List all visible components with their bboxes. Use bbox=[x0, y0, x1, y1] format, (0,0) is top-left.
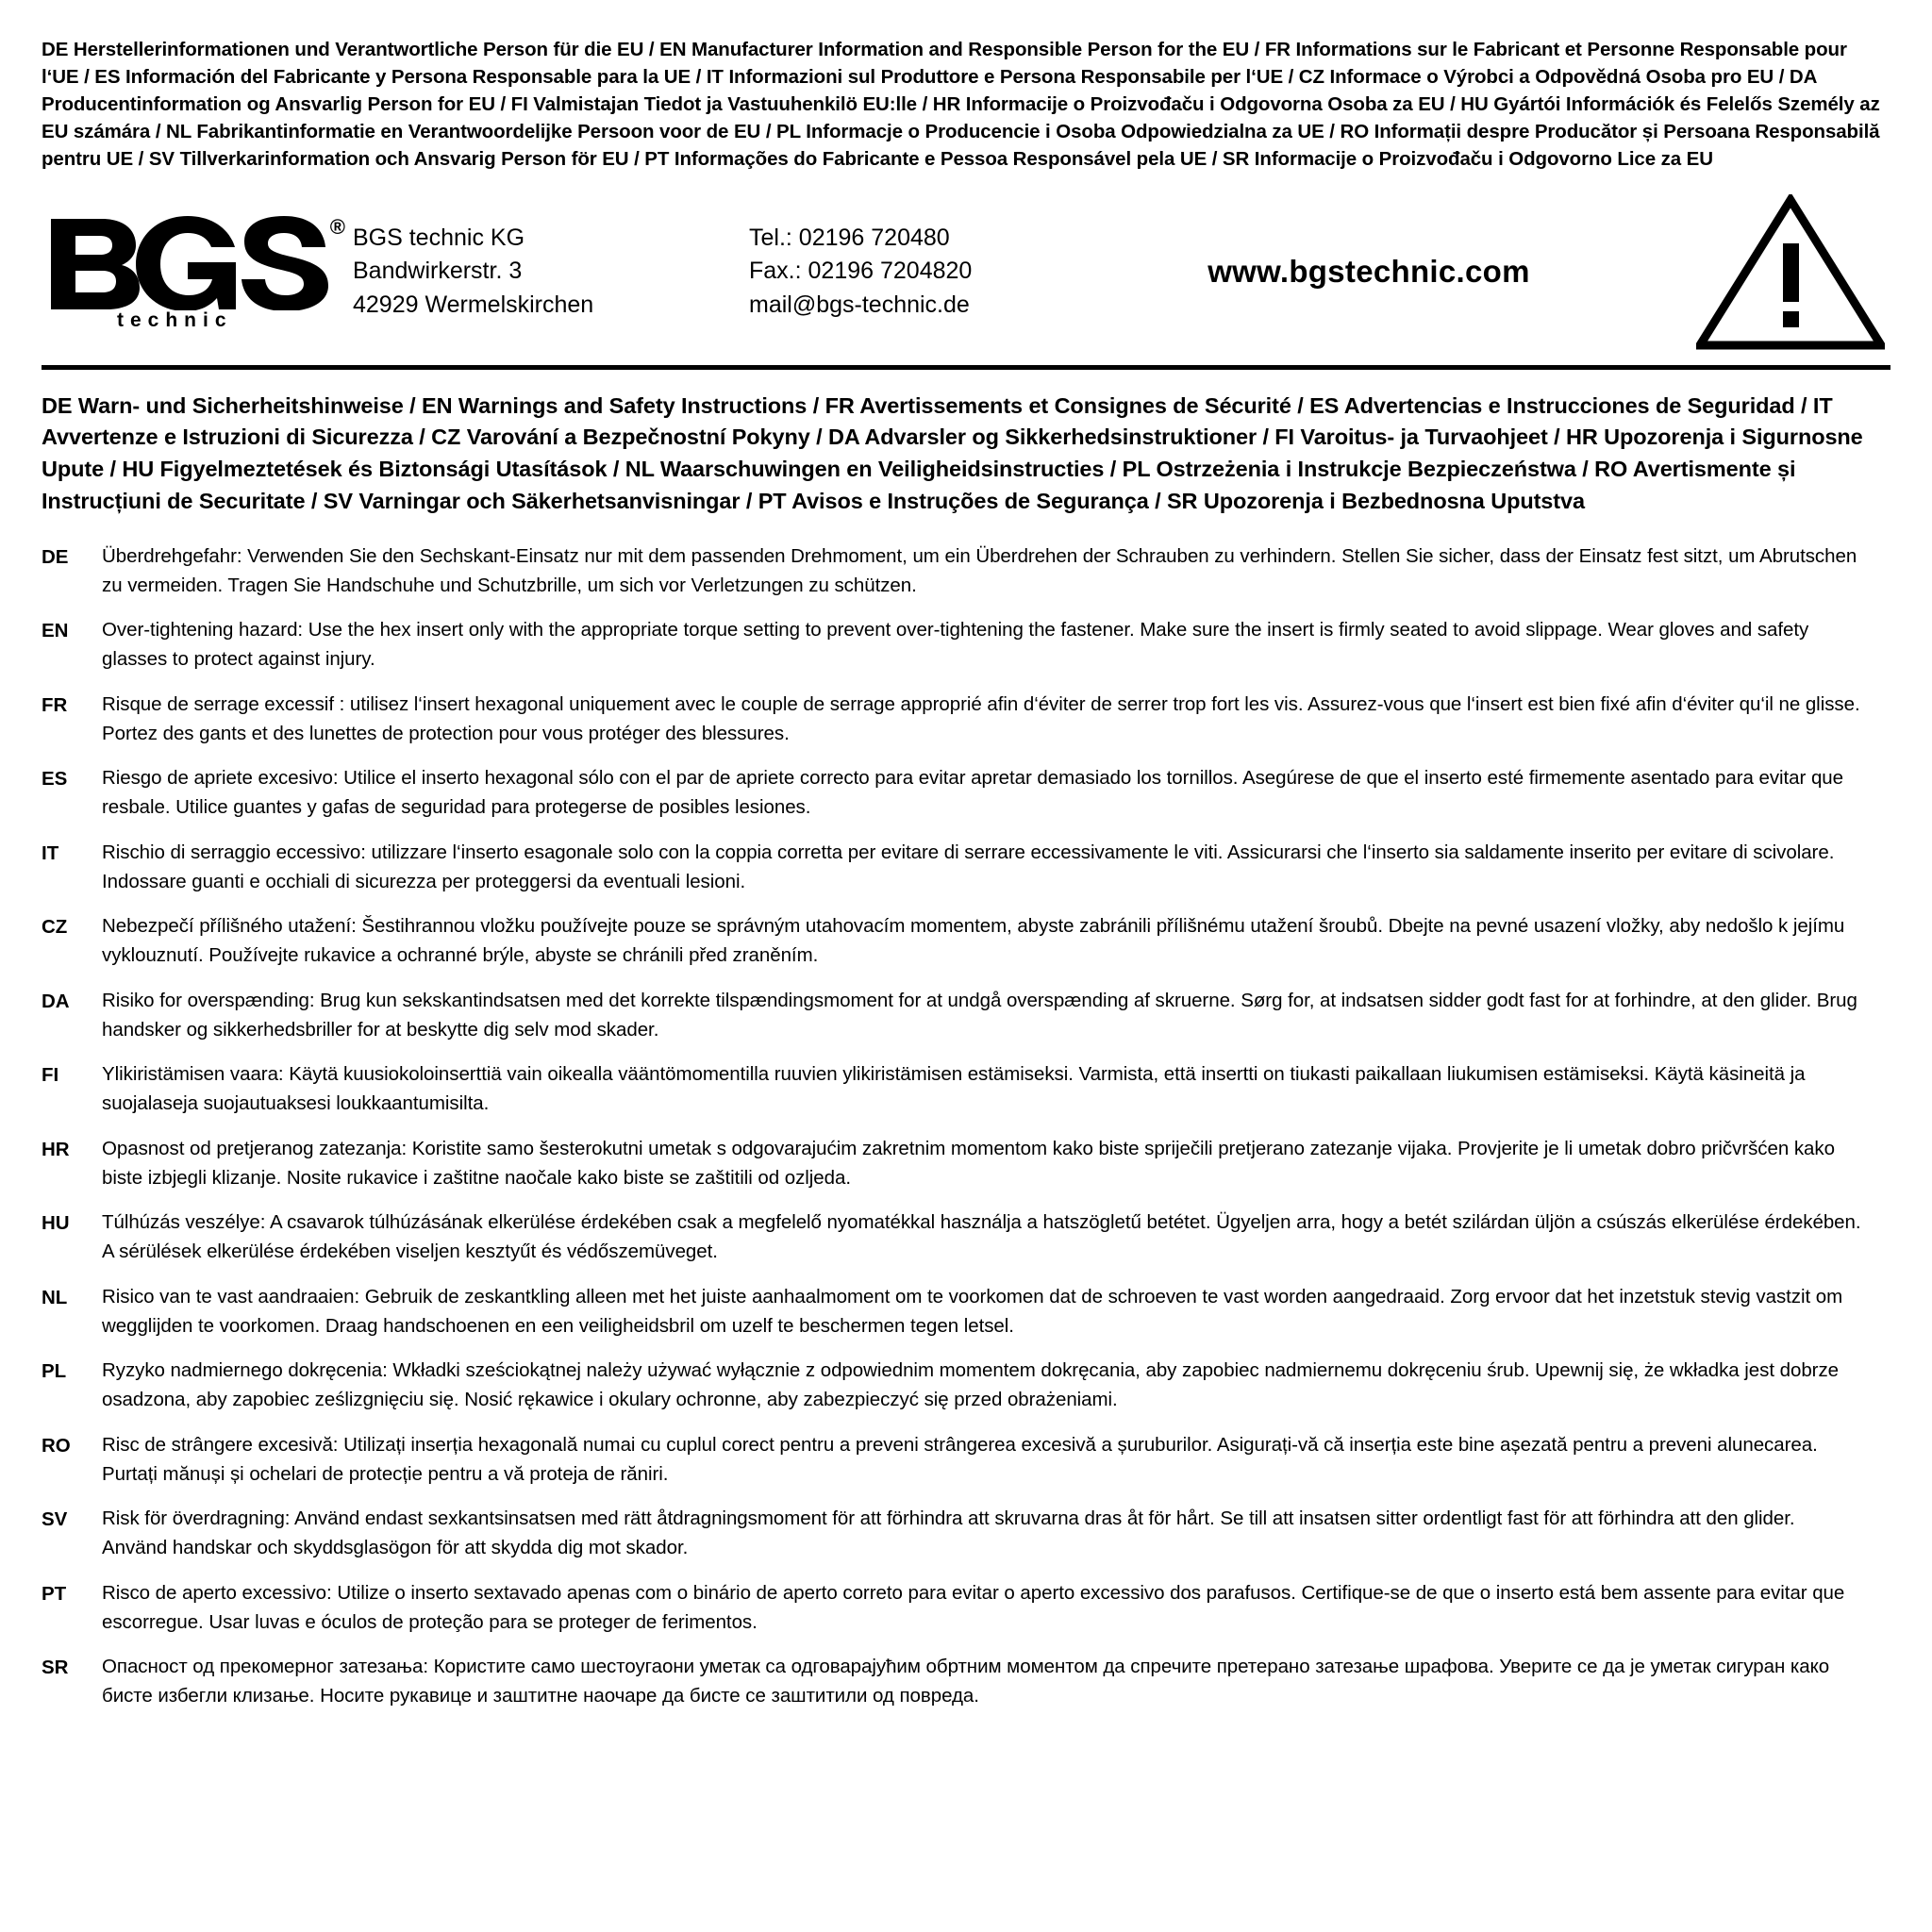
warning-triangle-icon bbox=[1687, 194, 1890, 350]
language-code: CZ bbox=[42, 916, 68, 939]
instruction-row-pt bbox=[42, 1579, 1890, 1638]
instruction-row-fi bbox=[42, 1060, 1890, 1119]
registered-trademark-icon: ® bbox=[329, 215, 345, 240]
language-code: EN bbox=[42, 620, 69, 642]
company-fax: Fax.: 02196 7204820 bbox=[749, 258, 973, 285]
instruction-row-it bbox=[42, 839, 1890, 897]
language-code: HR bbox=[42, 1138, 70, 1160]
language-code: ES bbox=[42, 768, 68, 791]
language-code: FI bbox=[42, 1064, 59, 1087]
instruction-text: Überdrehgefahr: Verwenden Sie den Sechskant-Einsatz nur mit dem passenden Drehmoment, um ein Überdrehen der Schrauben zu verhindern. Stellen Sie sicher, dass der Einsatz fest sitzt, um Abrutschen zu vermeiden. Tragen Sie Handschuhe und Schutzbrille, um sich vor Verletzungen zu schützen. bbox=[102, 544, 1857, 596]
company-header-band bbox=[42, 191, 1890, 370]
language-code: FR bbox=[42, 693, 68, 716]
company-contact bbox=[749, 222, 1089, 323]
bgs-logo bbox=[42, 211, 353, 332]
company-city: 42929 Wermelskirchen bbox=[353, 291, 594, 318]
instruction-row-ro bbox=[42, 1431, 1890, 1490]
manufacturer-info-heading: DE Herstellerinformationen und Verantwortliche Person für die EU / EN Manufacturer Information and Responsible Person for the EU / FR Informations sur le Fabricant et Personne Responsable pour l‘UE / ES Información del Fabricante y Persona Responsable para la UE / IT Informazioni sul Produttore e Persona Responsabile per l‘UE / CZ Informace o Výrobci a Odpovědná Osoba pro EU / DA Producentinformation og Ansvarlig Person for EU / FI Valmistajan Tiedot ja Vastuuhenkilö EU:lle / HR Informacije o Proizvođaču i Odgovorna Osoba za EU / HU Gyártói Információk és Felelős Személy az EU számára / NL Fabrikantinformatie en Verantwoordelijke Persoon voor de EU / PL Informacje o Producencie i Osoba Odpowiedzialna za UE / RO Informații despre Producător și Persoana Responsabilă pentru UE / SV Tillverkarinformation och Ansvarig Person för EU / PT Informações do Fabricante e Pessoa Responsável pela UE / SR Informacije o Proizvođaču i Odgovorno Lice za EU bbox=[42, 39, 1880, 171]
company-website: www.bgstechnic.com bbox=[1208, 254, 1530, 290]
language-code: RO bbox=[42, 1434, 71, 1457]
instruction-text: Ryzyko nadmiernego dokręcenia: Wkładki sześciokątnej należy używać wyłącznie z odpowiednim momentem dokręcania, aby zapobiec nadmiernemu dokręceniu śrub. Upewnij się, że wkładka jest dobrze osadzona, aby zapobiec ześlizgnięciu się. Nosić rękawice i okulary ochronne, aby zabezpieczyć się przed obrażeniami. bbox=[102, 1359, 1840, 1411]
instruction-row-nl bbox=[42, 1283, 1890, 1341]
company-email: mail@bgs-technic.de bbox=[749, 291, 970, 318]
language-code: NL bbox=[42, 1286, 68, 1308]
language-code: PT bbox=[42, 1582, 67, 1605]
instruction-row-en bbox=[42, 616, 1890, 675]
instruction-row-fr bbox=[42, 691, 1890, 749]
company-address bbox=[353, 222, 749, 323]
instruction-row-sv bbox=[42, 1505, 1890, 1563]
instruction-text: Risk för överdragning: Använd endast sexkantsinsatsen med rätt åtdragningsmoment för att förhindra att skruvarna dras åt för hårt. Se till att insatsen sitter ordentligt fast för att förhindra att den glider. Använd handskar och skyddsglasögon för att skydda dig mot skador. bbox=[102, 1507, 1795, 1559]
instruction-row-pl bbox=[42, 1357, 1890, 1415]
instruction-text: Risiko for overspænding: Brug kun sekskantindsatsen med det korrekte tilspændingsmoment for at undgå overspænding af skruerne. Sørg for, at indsatsen sidder godt fast for at forhindre, at den glider. Brug handsker og sikkerhedsbriller for at beskytte dig selv mod skader. bbox=[102, 989, 1857, 1041]
language-code: IT bbox=[42, 841, 59, 864]
instruction-text: Rischio di serraggio eccessivo: utilizzare l‘inserto esagonale solo con la coppia corretta per evitare di serrare eccessivamente le viti. Assicurarsi che l‘inserto sia saldamente inserito per evitare di scivolare. Indossare guanti e occhiali di sicurezza per proteggersi da eventuali lesioni. bbox=[102, 841, 1835, 892]
company-name: BGS technic KG bbox=[353, 224, 525, 251]
instruction-list bbox=[42, 542, 1890, 1711]
instruction-text: Ylikiristämisen vaara: Käytä kuusiokoloinserttiä vain oikealla vääntömomentilla ruuvien ylikiristämisen estämiseksi. Varmista, että insertti on tiukasti paikallaan liukumisen estämiseksi. Käytä käsineitä ja suojalaseja suojautuaksesi loukkaantumisilta. bbox=[102, 1063, 1806, 1115]
instruction-row-sr bbox=[42, 1653, 1890, 1711]
bgs-wordmark-icon bbox=[47, 211, 330, 310]
instruction-text: Nebezpečí přílišného utažení: Šestihrannou vložku používejte pouze se správným utahovacím momentem, abyste zabránili přílišnému utažení šroubů. Dbejte na pevné usazení vložky, aby nedošlo k jejímu vyklouznutí. Používejte rukavice a ochranné brýle, abyste se chránili před zraněním. bbox=[102, 915, 1845, 967]
company-phone: Tel.: 02196 720480 bbox=[749, 224, 950, 251]
warning-triangle-shape bbox=[1696, 194, 1885, 350]
instruction-row-hr bbox=[42, 1135, 1890, 1193]
language-code: DE bbox=[42, 545, 69, 568]
instruction-row-da bbox=[42, 987, 1890, 1045]
language-code: SV bbox=[42, 1508, 68, 1531]
language-code: DA bbox=[42, 990, 70, 1012]
instruction-text: Risco de aperto excessivo: Utilize o inserto sextavado apenas com o binário de aperto correto para evitar o aperto excessivo dos parafusos. Certifique-se de que o inserto está bem assente para evitar que escorregue. Usar luvas e óculos de proteção para se proteger de ferimentos. bbox=[102, 1581, 1845, 1633]
instruction-text: Risico van te vast aandraaien: Gebruik de zeskantkling alleen met het juiste aanhaalmoment om te voorkomen dat de schroeven te vast worden aangedraaid. Zorg ervoor dat het inzetstuk stevig vastzit om wegglijden te voorkomen. Draag handschoenen en een veiligheidsbril om uzelf te beschermen tegen letsel. bbox=[102, 1285, 1843, 1337]
instruction-text: Risque de serrage excessif : utilisez l‘insert hexagonal uniquement avec le couple de serrage approprié afin d‘éviter de serrer trop fort les vis. Assurez-vous que l‘insert est bien fixé afin d‘éviter qu‘il ne glisse. Portez des gants et des lunettes de protection pour vous protéger des blessures. bbox=[102, 692, 1860, 744]
language-code: PL bbox=[42, 1360, 67, 1383]
bgs-logo-mark bbox=[47, 211, 345, 310]
language-code: HU bbox=[42, 1212, 70, 1235]
instruction-text: Risc de strângere excesivă: Utilizați inserția hexagonală numai cu cuplul corect pentru a preveni strângerea excesivă a șuruburilor. Asigurați-vă că inserția este bine așezată pentru a preveni alunecarea. Purtați mănuși și ochelari de protecție pentru a vă proteja de răniri. bbox=[102, 1433, 1818, 1485]
instruction-row-de bbox=[42, 542, 1890, 601]
instruction-row-es bbox=[42, 764, 1890, 823]
instruction-text: Опасност од прекомерног затезања: Користите само шестоугаони уметак са одговарајућим обртним моментом да спречите претерано затезање шрафова. Уверите се да је уметак сигуран како бисте избегли клизање. Носите рукавице и заштитне наочаре да бисте се заштитили од повреда. bbox=[102, 1656, 1830, 1707]
instruction-text: Over-tightening hazard: Use the hex insert only with the appropriate torque setting to prevent over-tightening the fastener. Make sure the insert is firmly seated to avoid slippage. Wear gloves and safety glasses to protect against injury. bbox=[102, 619, 1809, 671]
company-street: Bandwirkerstr. 3 bbox=[353, 258, 523, 285]
language-code: SR bbox=[42, 1657, 69, 1679]
instruction-text: Túlhúzás veszélye: A csavarok túlhúzásának elkerülése érdekében csak a megfelelő nyomatékkal használja a hatszögletű betétet. Ügyeljen arra, hogy a betét szilárdan üljön a csúszás elkerülése érdekében. A sérülések elkerülése érdekében viseljen kesztyűt és védőszemüveget. bbox=[102, 1211, 1861, 1263]
instruction-text: Opasnost od pretjeranog zatezanja: Koristite samo šesterokutni umetak s odgovarajućim zakretnim momentom kako biste spriječili pretjerano zatezanje vijaka. Provjerite je li umetak dobro pričvršćen kako biste izbjegli klizanje. Nosite rukavice i zaštitne naočale kako biste se zaštitili od ozljeda. bbox=[102, 1137, 1835, 1189]
instruction-text: Riesgo de apriete excesivo: Utilice el inserto hexagonal sólo con el par de apriete correcto para evitar apretar demasiado los tornillos. Asegúrese de que el inserto esté firmemente asentado para evitar que resbale. Utilice guantes y gafas de seguridad para protegerse de posibles lesiones. bbox=[102, 767, 1844, 819]
safety-instructions-heading: DE Warn- und Sicherheitshinweise / EN Warnings and Safety Instructions / FR Avertissements et Consignes de Sécurité / ES Advertencias e Instrucciones de Seguridad / IT Avvertenze e Istruzioni di Sicurezza / CZ Varování a Bezpečnostní Pokyny / DA Advarsler og Sikkerhedsinstruktioner / FI Varoitus- ja Turvaohjeet / HR Upozorenja i Sigurnosne Upute / HU Figyelmeztetések és Biztonsági Utasítások / NL Waarschuwingen en Veiligheidsinstructies / PL Ostrzeżenia i Instrukcje Bezpieczeństwa / RO Avertismente și Instrucțiuni de Securitate / SV Varningar och Säkerhetsanvisningar / PT Avisos e Instruções de Segurança / SR Upozorenja i Bezbednosna Uputstva bbox=[42, 392, 1863, 514]
instruction-row-hu bbox=[42, 1208, 1890, 1267]
instruction-row-cz bbox=[42, 912, 1890, 971]
bgs-logo-subtext: technic bbox=[117, 309, 233, 332]
